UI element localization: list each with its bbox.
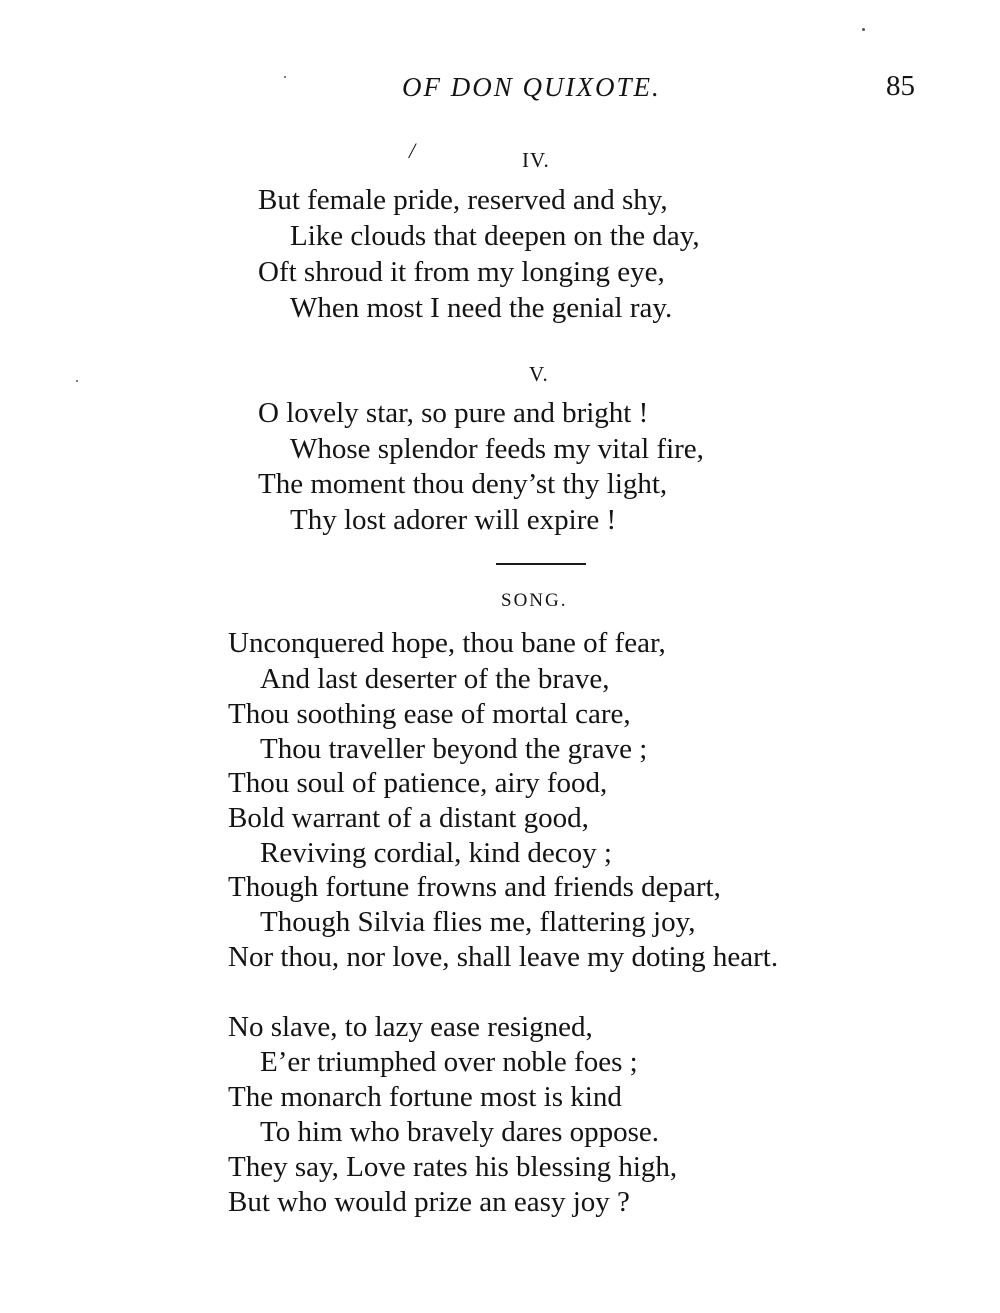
verse-line: When most I need the genial ray. bbox=[290, 292, 673, 324]
verse-line: The moment thou deny’st thy light, bbox=[258, 468, 668, 500]
print-speck bbox=[284, 76, 286, 78]
print-speck bbox=[862, 28, 865, 31]
running-title: OF DON QUIXOTE. bbox=[402, 72, 661, 102]
verse-line: No slave, to lazy ease resigned, bbox=[228, 1011, 593, 1043]
page-number: 85 bbox=[886, 70, 915, 102]
verse-line: Oft shroud it from my longing eye, bbox=[258, 256, 665, 288]
song-title: SONG. bbox=[501, 590, 568, 611]
verse-line: Like clouds that deepen on the day, bbox=[290, 220, 700, 252]
verse-line: Though Silvia flies me, flattering joy, bbox=[260, 906, 696, 938]
verse-line: But female pride, reserved and shy, bbox=[258, 184, 668, 216]
verse-line: Bold warrant of a distant good, bbox=[228, 802, 589, 834]
print-mark: / bbox=[409, 138, 416, 163]
verse-line: O lovely star, so pure and bright ! bbox=[258, 397, 649, 429]
verse-line: Though fortune frowns and friends depart, bbox=[228, 871, 721, 903]
verse-line: Thou soothing ease of mortal care, bbox=[228, 698, 631, 730]
verse-line: Nor thou, nor love, shall leave my doting heart. bbox=[228, 941, 779, 973]
verse-line: To him who bravely dares oppose. bbox=[260, 1116, 660, 1148]
verse-line: Thou traveller beyond the grave ; bbox=[260, 733, 648, 765]
verse-line: They say, Love rates his blessing high, bbox=[228, 1151, 678, 1183]
stanza-v-numeral: V. bbox=[529, 362, 549, 386]
verse-line: And last deserter of the brave, bbox=[260, 663, 610, 695]
section-divider bbox=[496, 563, 586, 565]
verse-line: Unconquered hope, thou bane of fear, bbox=[228, 627, 666, 659]
verse-line: E’er triumphed over noble foes ; bbox=[260, 1046, 638, 1078]
verse-line: The monarch fortune most is kind bbox=[228, 1081, 622, 1113]
verse-line: Reviving cordial, kind decoy ; bbox=[260, 837, 612, 869]
verse-line: Thy lost adorer will expire ! bbox=[290, 504, 617, 536]
verse-line: Thou soul of patience, airy food, bbox=[228, 767, 608, 799]
stanza-iv-numeral: IV. bbox=[522, 148, 550, 172]
verse-line: But who would prize an easy joy ? bbox=[228, 1186, 630, 1218]
print-speck bbox=[76, 380, 78, 382]
verse-line: Whose splendor feeds my vital fire, bbox=[290, 433, 704, 465]
